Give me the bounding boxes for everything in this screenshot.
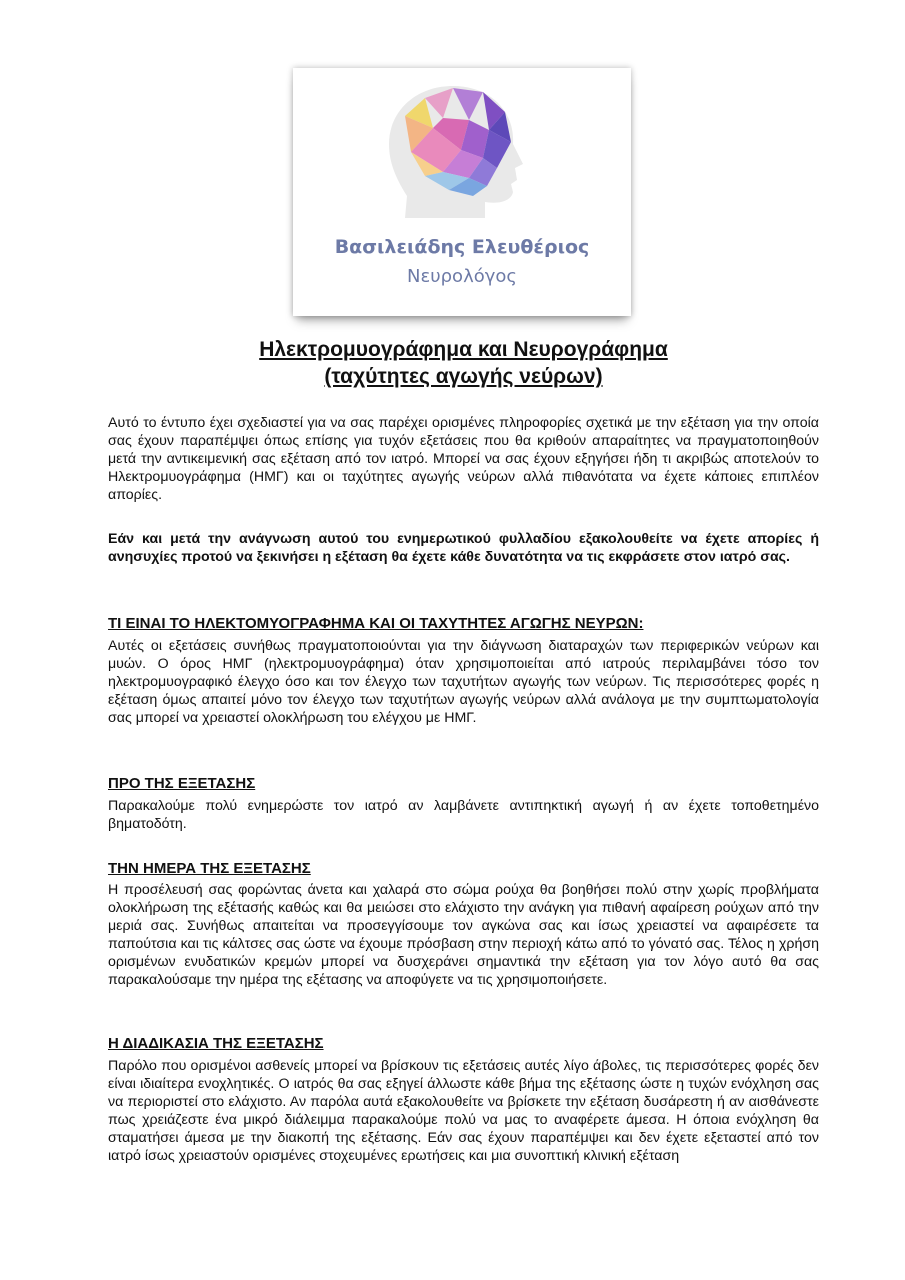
section-body-before-exam: Παρακαλούμε πολύ ενημερώστε τον ιατρό αν λαμβάνετε αντιπηκτική αγωγή ή αν έχετε τοποθετημένο βηματοδότη. [108, 798, 819, 832]
section-heading-before-exam: ΠΡΟ ΤΗΣ ΕΞΕΤΑΣΗΣ [108, 775, 256, 792]
section-heading-what-is: ΤΙ ΕΙΝΑΙ ΤΟ ΗΛΕΚΤΟΜΥΟΓΡΑΦΗΜΑ ΚΑΙ ΟΙ ΤΑΧΥΤΗΤΕΣ ΑΓΩΓΗΣ ΝΕΥΡΩΝ: [108, 615, 644, 632]
page-title [108, 336, 819, 390]
head-brain-icon [293, 68, 631, 238]
title-line-2: (ταχύτητες αγωγής νεύρων) [324, 365, 603, 388]
notice-paragraph: Εάν και μετά την ανάγνωση αυτού του ενημερωτικού φυλλαδίου εξακολουθείτε να έχετε απορίες ή ανησυχίες προτού να ξεκινήσει η εξέταση θα έχετε κάθε δυνατότητα να τις εκφράσετε στον ιατρό σας. [108, 531, 819, 565]
section-heading-procedure: Η ΔΙΑΔΙΚΑΣΙΑ ΤΗΣ ΕΞΕΤΑΣΗΣ [108, 1035, 324, 1052]
logo-card [293, 68, 631, 316]
doctor-name: Βασιλειάδης Ελευθέριος [334, 236, 590, 258]
section-body-what-is: Αυτές οι εξετάσεις συνήθως πραγματοποιούνται για την διάγνωση διαταραχών των περιφερικών νεύρων και μυών. Ο όρος ΗΜΓ (ηλεκτρομυογράφημα) όταν χρησιμοποιείται από ιατρούς περιλαμβάνει τόσο τον ηλεκτρομυογραφικό έλεγχο όσο και τον έλεγχο των ταχυτήτων αγωγής των νεύρων. Τις περισσότερες φορές η εξέταση όμως απαιτεί μόνο τον έλεγχο των ταχυτήτων αγωγής νεύρων αλλά ανάλογα με την συμπτωματολογία σας μπορεί να χρειαστεί ολοκλήρωση του ελέγχου με ΗΜΓ. [108, 638, 819, 726]
section-body-procedure: Παρόλο που ορισμένοι ασθενείς μπορεί να βρίσκουν τις εξετάσεις αυτές λίγο άβολες, τις περισσότερες φορές δεν είναι ιδιαίτερα ενοχλητικές. Ο ιατρός θα σας εξηγεί άλλωστε κάθε βήμα της εξέτασης ώστε η τυχών ενόχληση σας να περιοριστεί στο ελάχιστο. Αν παρόλα αυτά εξακολουθείτε να βρίσκετε την εξέταση δυσάρεστη ή αν αισθάνεστε πως χρειάζεστε ένα μικρό διάλειμμα παρακαλούμε πολύ να μας το αναφέρετε άμεσα. Η όποια ενόχληση θα σταματήσει άμεσα με την διακοπή της εξέτασης. Εάν σας έχουν παραπέμψει και δεν έχετε εξεταστεί από τον ιατρό ίσως χρειαστούν ορισμένες στοχευμένες ερωτήσεις και μια συνοπτική κλινική εξέταση [108, 1058, 819, 1164]
doctor-specialty: Νευρολόγος [407, 266, 517, 287]
title-line-1: Ηλεκτρομυογράφημα και Νευρογράφημα [259, 338, 668, 361]
section-heading-exam-day: ΤΗΝ ΗΜΕΡΑ ΤΗΣ ΕΞΕΤΑΣΗΣ [108, 860, 311, 877]
section-body-exam-day: Η προσέλευσή σας φορώντας άνετα και χαλαρά στο σώμα ρούχα θα βοηθήσει πολύ στην χωρίς προβλήματα ολοκλήρωση της εξέτασής καθώς και θα μειώσει στο ελάχιστο την ανάγκη για πιθανή αφαίρεση ρούχων από την μεριά σας. Συνήθως απαιτείται να προσεγγίσουμε τον αγκώνα σας και ίσως χρειαστεί να αφαιρέσετε τα παπούτσια και τις κάλτσες σας ώστε να έχουμε πρόσβαση στην περιοχή κάτω από το γόνατό σας. Τέλος η χρήση ορισμένων ενυδατικών κρεμών μπορεί να δυσχεράνει σημαντικά την εξέταση για τον λόγο αυτό θα σας παρακαλούσαμε την ημέρα της εξέτασης να αποφύγετε να τις χρησιμοποιήσετε. [108, 882, 819, 988]
intro-paragraph: Αυτό το έντυπο έχει σχεδιαστεί για να σας παρέχει ορισμένες πληροφορίες σχετικά με την εξέταση για την οποία σας έχουν παραπέμψει όπως επίσης για τυχόν εξετάσεις που θα κριθούν απαραίτητες να πραγματοποιηθούν μετά την αντικειμενική σας εξέταση από τον ιατρό. Μπορεί να σας έχουν εξηγήσει ήδη τι ακριβώς αποτελούν το Ηλεκτρομυογράφημα (ΗΜΓ) και οι ταχύτητες αγωγής νεύρων αλλά πιθανότατα να έχετε κάποιες επιπλέον απορίες. [108, 415, 819, 503]
